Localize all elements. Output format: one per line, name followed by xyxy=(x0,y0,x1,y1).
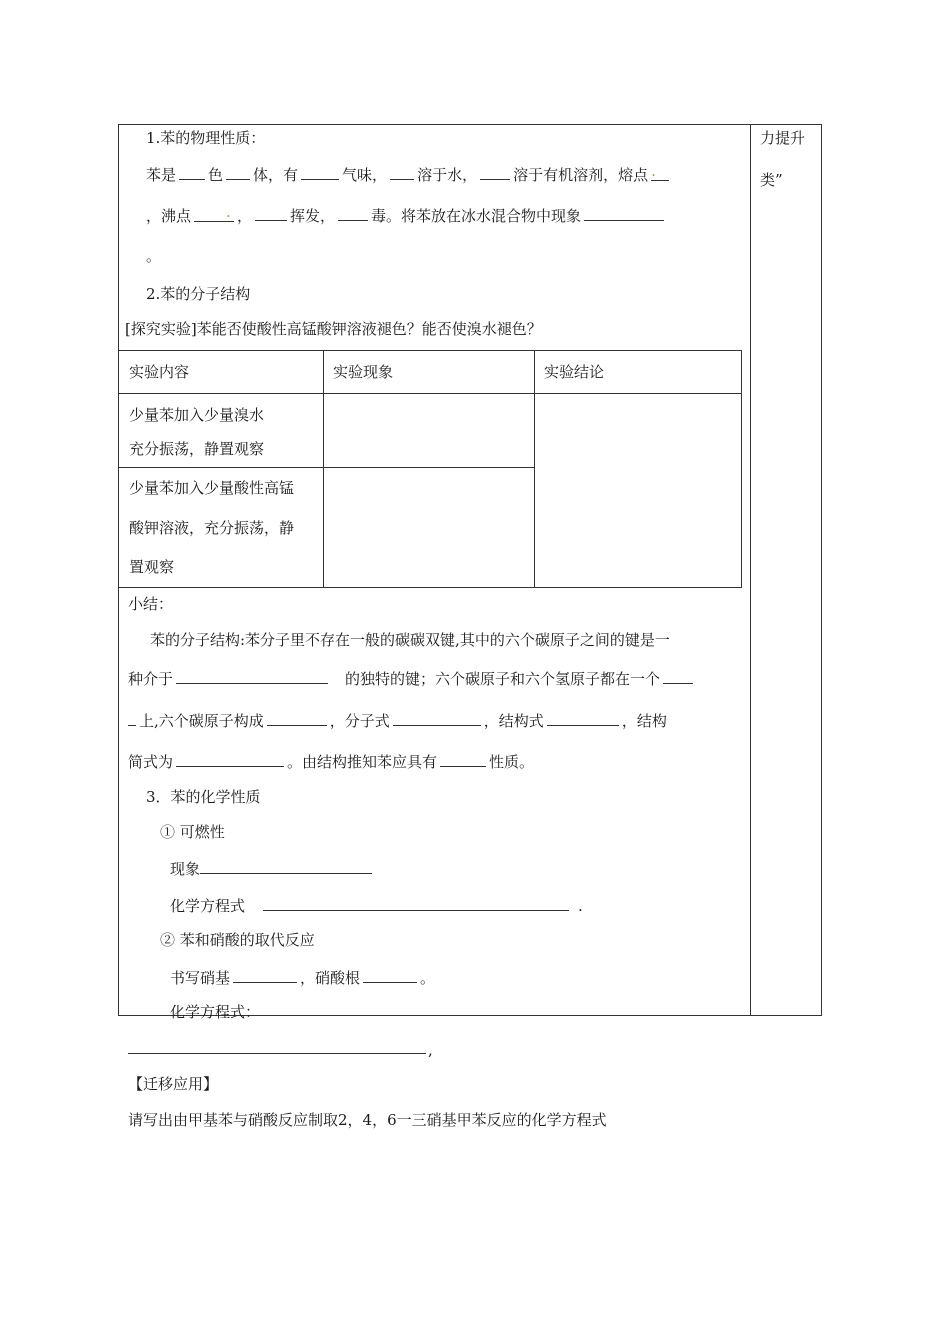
table-header-content: 实验内容 xyxy=(129,363,190,381)
side-note-line1: 力提升 xyxy=(760,129,806,147)
explore-experiment: [探究实验]苯能否使酸性高锰酸钾溶液褪色？能否使溴水褪色？ xyxy=(125,320,542,338)
section1-line3: 。 xyxy=(146,247,162,265)
section1-heading: 1.苯的物理性质： xyxy=(146,129,266,147)
equation2-answer-line xyxy=(128,1053,426,1054)
equation2-label: 化学方程式： xyxy=(170,1003,261,1021)
section1-line1: 苯是 色 体，有 气味， 溶于水， 溶于有机溶剂，熔点 · xyxy=(146,164,672,185)
table-row2-line3: 置观察 xyxy=(129,558,175,576)
experiment-table xyxy=(118,350,742,588)
table-header-conclusion: 实验结论 xyxy=(544,363,605,381)
migration-title: 【迁移应用】 xyxy=(128,1075,219,1093)
side-column-divider xyxy=(750,124,751,1016)
summary-line1: 苯的分子结构:苯分子里不存在一般的碳碳双键,其中的六个碳原子之间的键是一 xyxy=(150,631,670,649)
phenomenon-line: 现象 xyxy=(170,858,375,879)
table-row2-line2: 酸钾溶液，充分振荡，静 xyxy=(129,519,295,537)
section1-line2: ，沸点 · ， 挥发， 毒。将苯放在冰水混合物中现象 xyxy=(146,205,667,226)
summary-title: 小结： xyxy=(128,595,174,613)
summary-line3: 上,六个碳原子构成 ，分子式 ，结构式 ，结构 xyxy=(128,710,667,731)
combustibility-item: ① 可燃性 xyxy=(160,823,225,841)
nitration-item: ② 苯和硝酸的取代反应 xyxy=(160,931,315,949)
section3-heading: 3．苯的化学性质 xyxy=(146,788,261,806)
summary-line2: 种介于 的独特的键；六个碳原子和六个氢原子都在一个 xyxy=(128,668,696,689)
summary-line4: 简式为 。由结构推知苯应具有 性质。 xyxy=(128,753,535,771)
table-row1-line1: 少量苯加入少量溴水 xyxy=(129,406,265,424)
table-row1-line2: 充分振荡，静置观察 xyxy=(129,440,265,458)
equation2-end: , xyxy=(428,1041,433,1059)
side-note-line2: 类” xyxy=(760,171,783,189)
equation-line: 化学方程式 . xyxy=(170,897,583,915)
table-row2-line1: 少量苯加入少量酸性高锰 xyxy=(129,479,295,497)
table-header-phenomenon: 实验现象 xyxy=(333,363,394,381)
write-groups-line: 书写硝基 ，硝酸根 。 xyxy=(170,969,436,987)
migration-question: 请写出由甲基苯与硝酸反应制取2，4，6一三硝基甲苯反应的化学方程式 xyxy=(128,1111,607,1129)
section2-heading: 2.苯的分子结构 xyxy=(146,285,251,303)
